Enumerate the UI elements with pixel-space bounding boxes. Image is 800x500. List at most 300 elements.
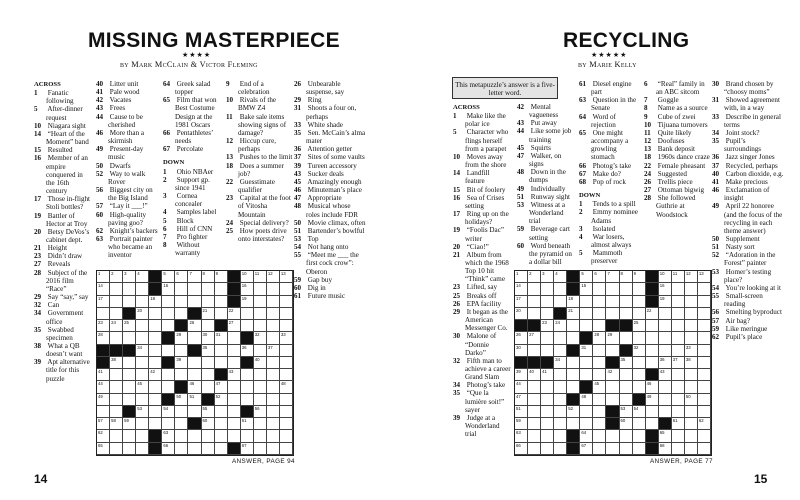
grid-cell[interactable] xyxy=(241,430,254,442)
grid-cell[interactable] xyxy=(685,308,698,320)
grid-cell[interactable] xyxy=(541,443,554,455)
grid-cell[interactable] xyxy=(202,296,215,308)
grid-cell[interactable] xyxy=(593,332,606,344)
grid-cell[interactable] xyxy=(123,283,136,295)
grid-cell[interactable] xyxy=(672,443,685,455)
grid-cell[interactable] xyxy=(685,296,698,308)
grid-cell[interactable] xyxy=(580,308,593,320)
grid-cell[interactable] xyxy=(633,369,646,381)
grid-cell[interactable] xyxy=(254,296,267,308)
grid-cell[interactable] xyxy=(149,381,162,393)
grid-cell[interactable] xyxy=(149,369,162,381)
grid-cell[interactable] xyxy=(267,296,280,308)
grid-cell[interactable] xyxy=(280,271,293,283)
grid-cell[interactable] xyxy=(593,296,606,308)
grid-cell[interactable] xyxy=(267,369,280,381)
grid-cell[interactable] xyxy=(149,296,162,308)
grid-cell[interactable] xyxy=(280,296,293,308)
grid-cell[interactable] xyxy=(136,345,149,357)
grid-cell[interactable] xyxy=(188,332,201,344)
grid-cell[interactable] xyxy=(202,406,215,418)
grid-cell[interactable] xyxy=(633,283,646,295)
grid-cell[interactable] xyxy=(580,394,593,406)
grid-cell[interactable] xyxy=(228,320,241,332)
grid-cell[interactable] xyxy=(188,430,201,442)
grid-cell[interactable] xyxy=(175,443,188,455)
grid-cell[interactable] xyxy=(110,418,123,430)
grid-cell[interactable] xyxy=(202,430,215,442)
grid-cell[interactable] xyxy=(175,418,188,430)
grid-cell[interactable] xyxy=(633,381,646,393)
grid-cell[interactable] xyxy=(541,332,554,344)
grid-cell[interactable] xyxy=(620,406,633,418)
grid-cell[interactable] xyxy=(541,320,554,332)
grid-cell[interactable] xyxy=(110,406,123,418)
grid-cell[interactable] xyxy=(267,406,280,418)
grid-cell[interactable] xyxy=(606,381,619,393)
grid-cell[interactable] xyxy=(672,381,685,393)
grid-cell[interactable] xyxy=(659,320,672,332)
grid-cell[interactable] xyxy=(267,271,280,283)
grid-cell[interactable] xyxy=(162,283,175,295)
grid-cell[interactable] xyxy=(685,271,698,283)
grid-cell[interactable] xyxy=(672,308,685,320)
grid-cell[interactable] xyxy=(633,296,646,308)
grid-cell[interactable] xyxy=(554,381,567,393)
grid-cell[interactable] xyxy=(698,357,711,369)
grid-cell[interactable] xyxy=(685,345,698,357)
grid-cell[interactable] xyxy=(241,394,254,406)
grid-cell[interactable] xyxy=(593,443,606,455)
grid-cell[interactable] xyxy=(606,430,619,442)
grid-cell[interactable] xyxy=(698,345,711,357)
grid-cell[interactable] xyxy=(175,357,188,369)
grid-cell[interactable] xyxy=(97,283,110,295)
grid-cell[interactable] xyxy=(267,308,280,320)
grid-cell[interactable] xyxy=(567,308,580,320)
grid-cell[interactable] xyxy=(175,406,188,418)
grid-cell[interactable] xyxy=(215,308,228,320)
grid-cell[interactable] xyxy=(515,369,528,381)
grid-cell[interactable] xyxy=(254,332,267,344)
grid-cell[interactable] xyxy=(672,369,685,381)
grid-cell[interactable] xyxy=(593,418,606,430)
grid-cell[interactable] xyxy=(685,406,698,418)
grid-cell[interactable] xyxy=(554,283,567,295)
grid-cell[interactable] xyxy=(136,332,149,344)
grid-cell[interactable] xyxy=(698,271,711,283)
grid-cell[interactable] xyxy=(646,357,659,369)
grid-cell[interactable] xyxy=(633,308,646,320)
grid-cell[interactable] xyxy=(541,308,554,320)
grid-cell[interactable] xyxy=(149,308,162,320)
grid-cell[interactable] xyxy=(698,381,711,393)
grid-cell[interactable] xyxy=(110,271,123,283)
grid-cell[interactable] xyxy=(241,345,254,357)
grid-cell[interactable] xyxy=(136,418,149,430)
grid-cell[interactable] xyxy=(162,296,175,308)
grid-cell[interactable] xyxy=(241,418,254,430)
grid-cell[interactable] xyxy=(633,443,646,455)
grid-cell[interactable] xyxy=(685,443,698,455)
grid-cell[interactable] xyxy=(123,271,136,283)
grid-cell[interactable] xyxy=(267,357,280,369)
grid-cell[interactable] xyxy=(620,308,633,320)
grid-cell[interactable] xyxy=(215,332,228,344)
grid-cell[interactable] xyxy=(254,345,267,357)
grid-cell[interactable] xyxy=(202,418,215,430)
grid-cell[interactable] xyxy=(672,271,685,283)
grid-cell[interactable] xyxy=(685,430,698,442)
grid-cell[interactable] xyxy=(254,357,267,369)
grid-cell[interactable] xyxy=(620,271,633,283)
grid-cell[interactable] xyxy=(202,271,215,283)
grid-cell[interactable] xyxy=(188,320,201,332)
grid-cell[interactable] xyxy=(633,430,646,442)
grid-cell[interactable] xyxy=(254,369,267,381)
grid-cell[interactable] xyxy=(188,271,201,283)
grid-cell[interactable] xyxy=(241,271,254,283)
grid-cell[interactable] xyxy=(580,345,593,357)
grid-cell[interactable] xyxy=(580,271,593,283)
grid-cell[interactable] xyxy=(228,406,241,418)
grid-cell[interactable] xyxy=(254,283,267,295)
grid-cell[interactable] xyxy=(528,332,541,344)
grid-cell[interactable] xyxy=(593,381,606,393)
grid-cell[interactable] xyxy=(228,332,241,344)
grid-cell[interactable] xyxy=(123,394,136,406)
grid-cell[interactable] xyxy=(202,345,215,357)
grid-cell[interactable] xyxy=(110,283,123,295)
grid-cell[interactable] xyxy=(215,283,228,295)
grid-cell[interactable] xyxy=(136,283,149,295)
grid-cell[interactable] xyxy=(554,271,567,283)
grid-cell[interactable] xyxy=(162,443,175,455)
grid-cell[interactable] xyxy=(554,443,567,455)
grid-cell[interactable] xyxy=(97,308,110,320)
grid-cell[interactable] xyxy=(97,296,110,308)
grid-cell[interactable] xyxy=(554,320,567,332)
grid-cell[interactable] xyxy=(593,430,606,442)
grid-cell[interactable] xyxy=(280,320,293,332)
grid-cell[interactable] xyxy=(123,332,136,344)
grid-cell[interactable] xyxy=(267,381,280,393)
grid-cell[interactable] xyxy=(215,443,228,455)
grid-cell[interactable] xyxy=(215,406,228,418)
grid-cell[interactable] xyxy=(659,394,672,406)
grid-cell[interactable] xyxy=(528,406,541,418)
grid-cell[interactable] xyxy=(228,381,241,393)
grid-cell[interactable] xyxy=(672,320,685,332)
grid-cell[interactable] xyxy=(528,430,541,442)
grid-cell[interactable] xyxy=(241,296,254,308)
grid-cell[interactable] xyxy=(685,369,698,381)
grid-cell[interactable] xyxy=(110,308,123,320)
grid-cell[interactable] xyxy=(241,308,254,320)
grid-cell[interactable] xyxy=(567,381,580,393)
grid-cell[interactable] xyxy=(528,443,541,455)
grid-cell[interactable] xyxy=(202,308,215,320)
grid-cell[interactable] xyxy=(136,357,149,369)
grid-cell[interactable] xyxy=(136,296,149,308)
grid-cell[interactable] xyxy=(136,443,149,455)
grid-cell[interactable] xyxy=(267,283,280,295)
grid-cell[interactable] xyxy=(123,430,136,442)
grid-cell[interactable] xyxy=(123,418,136,430)
grid-cell[interactable] xyxy=(175,271,188,283)
grid-cell[interactable] xyxy=(685,357,698,369)
grid-cell[interactable] xyxy=(659,430,672,442)
grid-cell[interactable] xyxy=(280,357,293,369)
grid-cell[interactable] xyxy=(149,345,162,357)
grid-cell[interactable] xyxy=(620,369,633,381)
grid-cell[interactable] xyxy=(254,308,267,320)
grid-cell[interactable] xyxy=(620,332,633,344)
grid-cell[interactable] xyxy=(97,320,110,332)
grid-cell[interactable] xyxy=(110,296,123,308)
grid-cell[interactable] xyxy=(254,443,267,455)
grid-cell[interactable] xyxy=(267,320,280,332)
grid-cell[interactable] xyxy=(123,320,136,332)
grid-cell[interactable] xyxy=(228,394,241,406)
grid-cell[interactable] xyxy=(515,443,528,455)
grid-cell[interactable] xyxy=(646,406,659,418)
grid-cell[interactable] xyxy=(554,394,567,406)
grid-cell[interactable] xyxy=(515,406,528,418)
grid-cell[interactable] xyxy=(149,394,162,406)
grid-cell[interactable] xyxy=(633,320,646,332)
grid-cell[interactable] xyxy=(162,406,175,418)
grid-cell[interactable] xyxy=(280,369,293,381)
grid-cell[interactable] xyxy=(646,345,659,357)
grid-cell[interactable] xyxy=(267,418,280,430)
grid-cell[interactable] xyxy=(215,418,228,430)
grid-cell[interactable] xyxy=(698,308,711,320)
grid-cell[interactable] xyxy=(175,283,188,295)
grid-cell[interactable] xyxy=(280,406,293,418)
grid-cell[interactable] xyxy=(280,430,293,442)
grid-cell[interactable] xyxy=(685,381,698,393)
grid-cell[interactable] xyxy=(633,406,646,418)
grid-cell[interactable] xyxy=(593,283,606,295)
grid-cell[interactable] xyxy=(659,357,672,369)
grid-cell[interactable] xyxy=(175,345,188,357)
grid-cell[interactable] xyxy=(162,345,175,357)
grid-cell[interactable] xyxy=(110,430,123,442)
grid-cell[interactable] xyxy=(620,394,633,406)
grid-cell[interactable] xyxy=(162,320,175,332)
grid-cell[interactable] xyxy=(215,271,228,283)
grid-cell[interactable] xyxy=(162,308,175,320)
grid-cell[interactable] xyxy=(672,357,685,369)
grid-cell[interactable] xyxy=(241,369,254,381)
grid-cell[interactable] xyxy=(528,283,541,295)
grid-cell[interactable] xyxy=(659,332,672,344)
grid-cell[interactable] xyxy=(541,430,554,442)
grid-cell[interactable] xyxy=(606,369,619,381)
grid-cell[interactable] xyxy=(215,296,228,308)
grid-cell[interactable] xyxy=(554,418,567,430)
grid-cell[interactable] xyxy=(136,369,149,381)
grid-cell[interactable] xyxy=(136,394,149,406)
grid-cell[interactable] xyxy=(149,332,162,344)
grid-cell[interactable] xyxy=(567,418,580,430)
grid-cell[interactable] xyxy=(188,296,201,308)
grid-cell[interactable] xyxy=(267,430,280,442)
grid-cell[interactable] xyxy=(97,443,110,455)
grid-cell[interactable] xyxy=(515,345,528,357)
grid-cell[interactable] xyxy=(110,320,123,332)
grid-cell[interactable] xyxy=(685,418,698,430)
grid-cell[interactable] xyxy=(606,332,619,344)
grid-cell[interactable] xyxy=(633,332,646,344)
grid-cell[interactable] xyxy=(228,369,241,381)
grid-cell[interactable] xyxy=(567,332,580,344)
grid-cell[interactable] xyxy=(162,369,175,381)
grid-cell[interactable] xyxy=(267,394,280,406)
grid-cell[interactable] xyxy=(110,332,123,344)
grid-cell[interactable] xyxy=(188,283,201,295)
grid-cell[interactable] xyxy=(149,357,162,369)
grid-cell[interactable] xyxy=(554,369,567,381)
grid-cell[interactable] xyxy=(123,443,136,455)
grid-cell[interactable] xyxy=(659,381,672,393)
grid-cell[interactable] xyxy=(136,320,149,332)
grid-cell[interactable] xyxy=(698,283,711,295)
grid-cell[interactable] xyxy=(515,332,528,344)
grid-cell[interactable] xyxy=(280,345,293,357)
grid-cell[interactable] xyxy=(593,369,606,381)
grid-cell[interactable] xyxy=(580,296,593,308)
grid-cell[interactable] xyxy=(280,394,293,406)
grid-cell[interactable] xyxy=(162,418,175,430)
grid-cell[interactable] xyxy=(254,394,267,406)
grid-cell[interactable] xyxy=(672,418,685,430)
grid-cell[interactable] xyxy=(554,296,567,308)
grid-cell[interactable] xyxy=(110,394,123,406)
grid-cell[interactable] xyxy=(136,430,149,442)
grid-cell[interactable] xyxy=(228,418,241,430)
grid-cell[interactable] xyxy=(606,394,619,406)
grid-cell[interactable] xyxy=(149,406,162,418)
grid-cell[interactable] xyxy=(267,332,280,344)
grid-cell[interactable] xyxy=(646,320,659,332)
grid-cell[interactable] xyxy=(175,296,188,308)
grid-cell[interactable] xyxy=(567,320,580,332)
grid-cell[interactable] xyxy=(202,369,215,381)
grid-cell[interactable] xyxy=(528,271,541,283)
grid-cell[interactable] xyxy=(567,357,580,369)
grid-cell[interactable] xyxy=(175,308,188,320)
grid-cell[interactable] xyxy=(620,283,633,295)
grid-cell[interactable] xyxy=(110,369,123,381)
grid-cell[interactable] xyxy=(123,296,136,308)
grid-cell[interactable] xyxy=(241,443,254,455)
grid-cell[interactable] xyxy=(175,394,188,406)
grid-cell[interactable] xyxy=(123,357,136,369)
grid-cell[interactable] xyxy=(606,308,619,320)
grid-cell[interactable] xyxy=(606,283,619,295)
grid-cell[interactable] xyxy=(698,443,711,455)
grid-cell[interactable] xyxy=(97,332,110,344)
grid-cell[interactable] xyxy=(659,406,672,418)
grid-cell[interactable] xyxy=(280,308,293,320)
grid-cell[interactable] xyxy=(620,418,633,430)
grid-cell[interactable] xyxy=(97,381,110,393)
grid-cell[interactable] xyxy=(541,381,554,393)
grid-cell[interactable] xyxy=(698,332,711,344)
grid-cell[interactable] xyxy=(175,332,188,344)
grid-cell[interactable] xyxy=(698,418,711,430)
grid-cell[interactable] xyxy=(606,345,619,357)
grid-cell[interactable] xyxy=(202,283,215,295)
grid-cell[interactable] xyxy=(620,296,633,308)
grid-cell[interactable] xyxy=(241,320,254,332)
grid-cell[interactable] xyxy=(593,320,606,332)
grid-cell[interactable] xyxy=(606,296,619,308)
grid-cell[interactable] xyxy=(528,369,541,381)
grid-cell[interactable] xyxy=(593,308,606,320)
grid-cell[interactable] xyxy=(136,406,149,418)
grid-cell[interactable] xyxy=(659,345,672,357)
grid-cell[interactable] xyxy=(554,345,567,357)
grid-cell[interactable] xyxy=(97,369,110,381)
grid-cell[interactable] xyxy=(202,357,215,369)
grid-cell[interactable] xyxy=(528,308,541,320)
grid-cell[interactable] xyxy=(646,332,659,344)
grid-cell[interactable] xyxy=(228,357,241,369)
grid-cell[interactable] xyxy=(672,296,685,308)
grid-cell[interactable] xyxy=(228,345,241,357)
grid-cell[interactable] xyxy=(528,345,541,357)
grid-cell[interactable] xyxy=(698,430,711,442)
grid-cell[interactable] xyxy=(149,320,162,332)
grid-cell[interactable] xyxy=(515,418,528,430)
grid-cell[interactable] xyxy=(580,443,593,455)
grid-cell[interactable] xyxy=(580,357,593,369)
grid-cell[interactable] xyxy=(254,271,267,283)
grid-cell[interactable] xyxy=(620,443,633,455)
grid-cell[interactable] xyxy=(554,430,567,442)
grid-cell[interactable] xyxy=(567,369,580,381)
grid-cell[interactable] xyxy=(541,418,554,430)
grid-cell[interactable] xyxy=(175,369,188,381)
grid-cell[interactable] xyxy=(580,418,593,430)
grid-cell[interactable] xyxy=(672,406,685,418)
grid-cell[interactable] xyxy=(215,394,228,406)
grid-cell[interactable] xyxy=(267,345,280,357)
grid-cell[interactable] xyxy=(554,406,567,418)
grid-cell[interactable] xyxy=(97,394,110,406)
grid-cell[interactable] xyxy=(162,271,175,283)
grid-cell[interactable] xyxy=(97,430,110,442)
grid-cell[interactable] xyxy=(633,345,646,357)
grid-cell[interactable] xyxy=(136,308,149,320)
grid-cell[interactable] xyxy=(685,320,698,332)
grid-cell[interactable] xyxy=(280,283,293,295)
grid-cell[interactable] xyxy=(110,381,123,393)
grid-cell[interactable] xyxy=(541,369,554,381)
grid-cell[interactable] xyxy=(202,320,215,332)
grid-cell[interactable] xyxy=(267,443,280,455)
grid-cell[interactable] xyxy=(541,296,554,308)
grid-cell[interactable] xyxy=(659,283,672,295)
grid-cell[interactable] xyxy=(554,357,567,369)
grid-cell[interactable] xyxy=(228,308,241,320)
grid-cell[interactable] xyxy=(280,418,293,430)
grid-cell[interactable] xyxy=(149,418,162,430)
grid-cell[interactable] xyxy=(254,381,267,393)
